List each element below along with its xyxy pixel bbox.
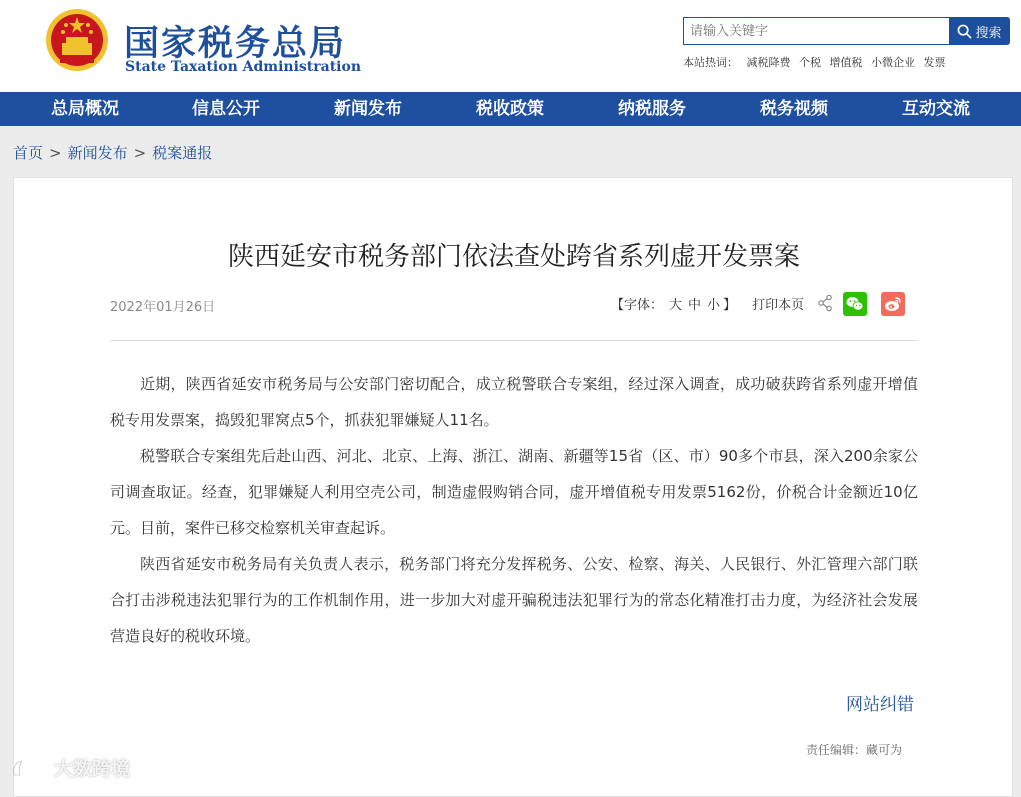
article-paragraph: 税警联合专案组先后赴山西、河北、北京、上海、浙江、湖南、新疆等15省（区、市）90多个市县，深入200余家公司调查取证。经查，犯罪嫌疑人利用空壳公司，制造虚假购销合同，虚开增值税专用发票5162份，价税合计金额近10亿元。目前，案件已移交检察机关审查起诉。 [110,447,918,537]
article-paragraph: 陕西省延安市税务局有关负责人表示，税务部门将充分发挥税务、公安、检察、海关、人民银行、外汇管理六部门联合打击涉税违法犯罪行为的工作机制作用，进一步加大对虚开骗税违法犯罪行为的常态化精准打击力度，为经济社会发展营造良好的税收环境。 [110,555,918,645]
print-button[interactable]: 打印本页 [752,298,805,313]
hot-word[interactable]: 发票 [923,56,946,69]
watermark-logo-icon [10,757,50,779]
hot-words [683,54,951,70]
weibo-icon [881,292,905,316]
breadcrumb-separator: > [133,144,147,162]
nav-item-disclosure[interactable]: 信息公开 [192,99,260,119]
article-body [110,366,918,654]
title-divider [110,340,918,341]
font-size-medium[interactable]: 中 [688,298,702,313]
share-icon[interactable] [817,294,833,312]
nav-item-tax-policy[interactable]: 税收政策 [476,99,544,119]
hot-word[interactable]: 小微企业 [871,56,915,69]
wechat-share-icon[interactable] [843,292,867,316]
national-emblem-icon[interactable] [44,7,110,73]
hot-words-label: 本站热词： [683,56,738,69]
font-size-large[interactable]: 大 [669,298,683,313]
watermark-text: 大数跨境 [54,758,131,780]
article-paragraph: 近期，陕西省延安市税务局与公安部门密切配合，成立税警联合专案组，经过深入调查，成功破获跨省系列虚开增值税专用发票案，捣毁犯罪窝点5个，抓获犯罪嫌疑人11名。 [110,375,918,429]
main-nav [0,92,1021,126]
wechat-icon [843,292,867,316]
breadcrumb-home[interactable]: 首页 [13,144,44,162]
hot-word[interactable]: 增值税 [829,56,863,69]
nav-item-interaction[interactable]: 互动交流 [902,99,970,119]
article-date: 2022年01月26日 [110,300,216,315]
watermark [10,754,130,781]
font-size-label: 【字体： [611,298,664,313]
article-title: 陕西延安市税务部门依法查处跨省系列虚开发票案 [227,242,800,272]
search-button-label: 搜索 [975,25,1002,41]
site-logo-english[interactable]: State Taxation Administration [125,59,362,75]
hot-word[interactable]: 减税降费 [746,56,791,69]
hot-word[interactable]: 个税 [799,56,821,69]
weibo-share-icon[interactable] [881,292,905,316]
article-tools [611,294,804,313]
search-icon [957,24,972,39]
nav-item-overview[interactable]: 总局概况 [51,99,119,119]
article-panel [13,177,1013,797]
nav-item-news[interactable]: 新闻发布 [334,99,402,119]
nav-item-video[interactable]: 税务视频 [760,99,828,119]
site-header [0,0,1021,92]
breadcrumb [13,142,212,163]
breadcrumb-news[interactable]: 新闻发布 [67,144,128,162]
nav-item-taxpayer-service[interactable]: 纳税服务 [618,99,686,119]
breadcrumb-separator: > [49,144,62,162]
breadcrumb-tax-cases[interactable]: 税案通报 [152,144,213,162]
search-input[interactable] [683,17,949,45]
font-size-close: 】 [723,298,737,313]
site-logo-chinese[interactable]: 国家税务总局 [124,24,347,64]
font-size-small[interactable]: 小 [707,298,721,313]
site-correction-link[interactable]: 网站纠错 [846,695,914,715]
search-button[interactable] [949,17,1010,45]
responsible-editor: 责任编辑：藏可为 [806,743,903,757]
